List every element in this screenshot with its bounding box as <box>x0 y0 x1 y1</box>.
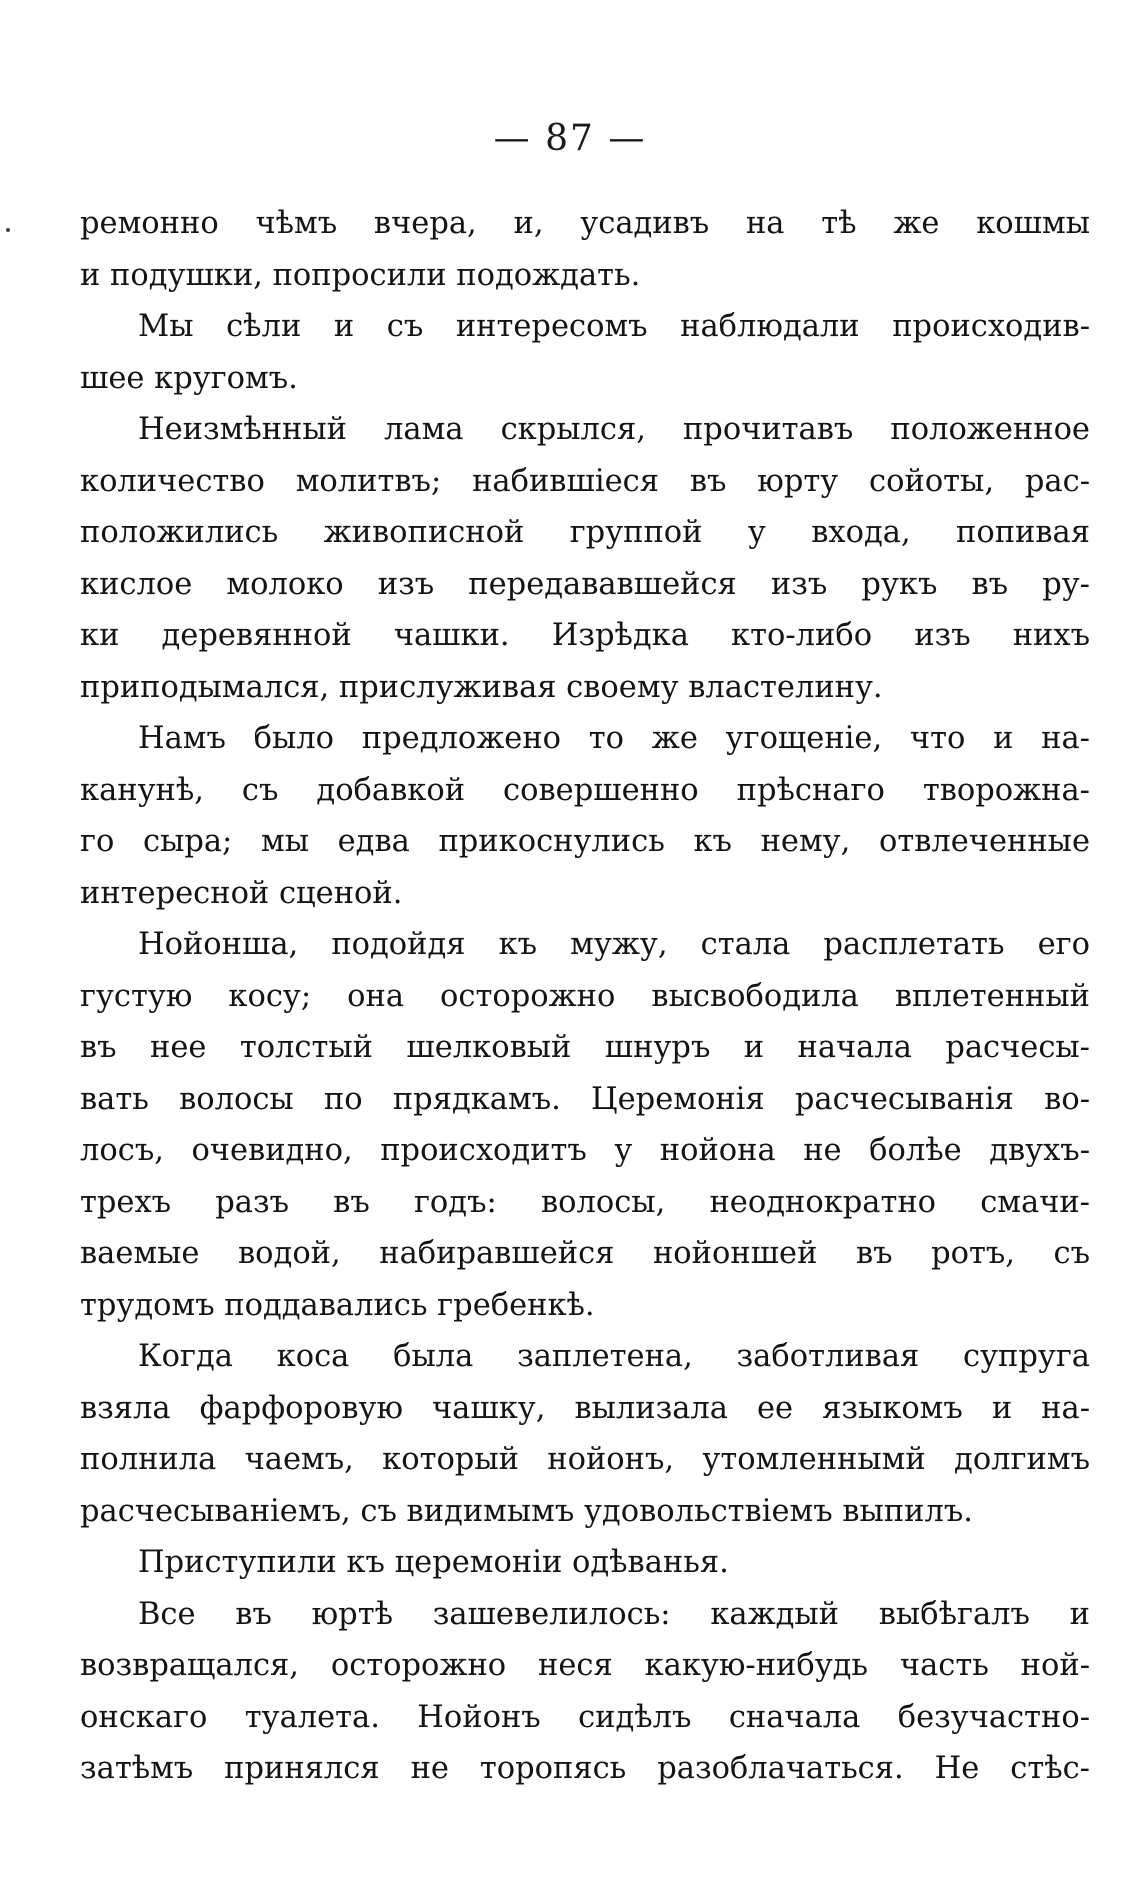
text-line: и подушки, попросили подождать. <box>80 257 641 293</box>
text-line: Намъ было предложено то же угощенiе, что и на- <box>138 721 1090 756</box>
text-line: интересной сценой. <box>80 875 403 911</box>
text-line: шее кругомъ. <box>80 360 298 396</box>
text-line: Все въ юртѣ зашевелилось: каждый выбѣгалъ и <box>138 1596 1090 1632</box>
text-line: Приступили къ церемонiи одѣванья. <box>138 1545 729 1580</box>
text-line: взяла фарфоровую чашку, вылизала ее языкомъ и на- <box>80 1390 1090 1426</box>
paragraph-7 <box>80 1537 1090 1589</box>
text-line: Мы сѣли и съ интересомъ наблюдали происходив- <box>138 309 1090 344</box>
paragraph-5 <box>80 919 1090 1331</box>
body-text <box>80 198 1090 1795</box>
page-number: — 87 — <box>493 118 647 159</box>
margin-speck <box>6 228 10 232</box>
paragraph-8 <box>80 1589 1090 1795</box>
text-line: канунѣ, съ добавкой совершенно прѣснаго творожна- <box>80 772 1090 808</box>
text-line: возвращался, осторожно неся какую-нибудь часть ной- <box>80 1648 1090 1683</box>
text-line: затѣмъ принялся не торопясь разоблачаться. Не стѣс- <box>80 1751 1090 1786</box>
text-line: ки деревянной чашки. Изрѣдка кто-либо изъ нихъ <box>80 618 1090 653</box>
text-line: приподымался, прислуживая своему властелину. <box>80 669 883 705</box>
text-line: кислое молоко изъ передававшейся изъ рукъ въ ру- <box>80 566 1090 602</box>
paragraph-2 <box>80 301 1090 404</box>
text-line: ваемые водой, набиравшейся нойоншей въ ротъ, съ <box>80 1236 1090 1271</box>
paragraph-3 <box>80 404 1090 713</box>
text-line: въ нее толстый шелковый шнуръ и начала расчесы- <box>80 1030 1090 1065</box>
text-line: Нойонша, подойдя къ мужу, стала расплетать его <box>138 927 1090 962</box>
text-line: положились живописной группой у входа, попивая <box>80 515 1090 550</box>
text-line: ремонно чѣмъ вчера, и, усадивъ на тѣ же кошмы <box>80 206 1090 241</box>
text-line: онскаго туалета. Нойонъ сидѣлъ сначала безучастно- <box>80 1699 1090 1735</box>
paragraph-1 <box>80 198 1090 301</box>
text-line: Неизмѣнный лама скрылся, прочитавъ положенное <box>138 412 1090 447</box>
text-line: вать волосы по прядкамъ. Церемонiя расчесыванiя во- <box>80 1081 1090 1117</box>
text-line: густую косу; она осторожно высвободила вплетенный <box>80 978 1090 1014</box>
text-line: количество молитвъ; набившiеся въ юрту сойоты, рас- <box>80 463 1090 499</box>
text-line: расчесыванiемъ, съ видимымъ удовольствiемъ выпилъ. <box>80 1493 973 1529</box>
text-line: лосъ, очевидно, происходитъ у нойона не болѣе двухъ- <box>80 1133 1090 1168</box>
text-line: трехъ разъ въ годъ: волосы, неоднократно смачи- <box>80 1184 1090 1220</box>
text-line: Когда коса была заплетена, заботливая супруга <box>138 1339 1090 1374</box>
paragraph-4 <box>80 713 1090 919</box>
paragraph-6 <box>80 1331 1090 1537</box>
text-line: полнила чаемъ, который нойонъ, утомленнымй долгимъ <box>80 1442 1090 1477</box>
text-line: трудомъ поддавались гребенкѣ. <box>80 1287 595 1323</box>
text-line: го сыра; мы едва прикоснулись къ нему, отвлеченные <box>80 824 1090 859</box>
